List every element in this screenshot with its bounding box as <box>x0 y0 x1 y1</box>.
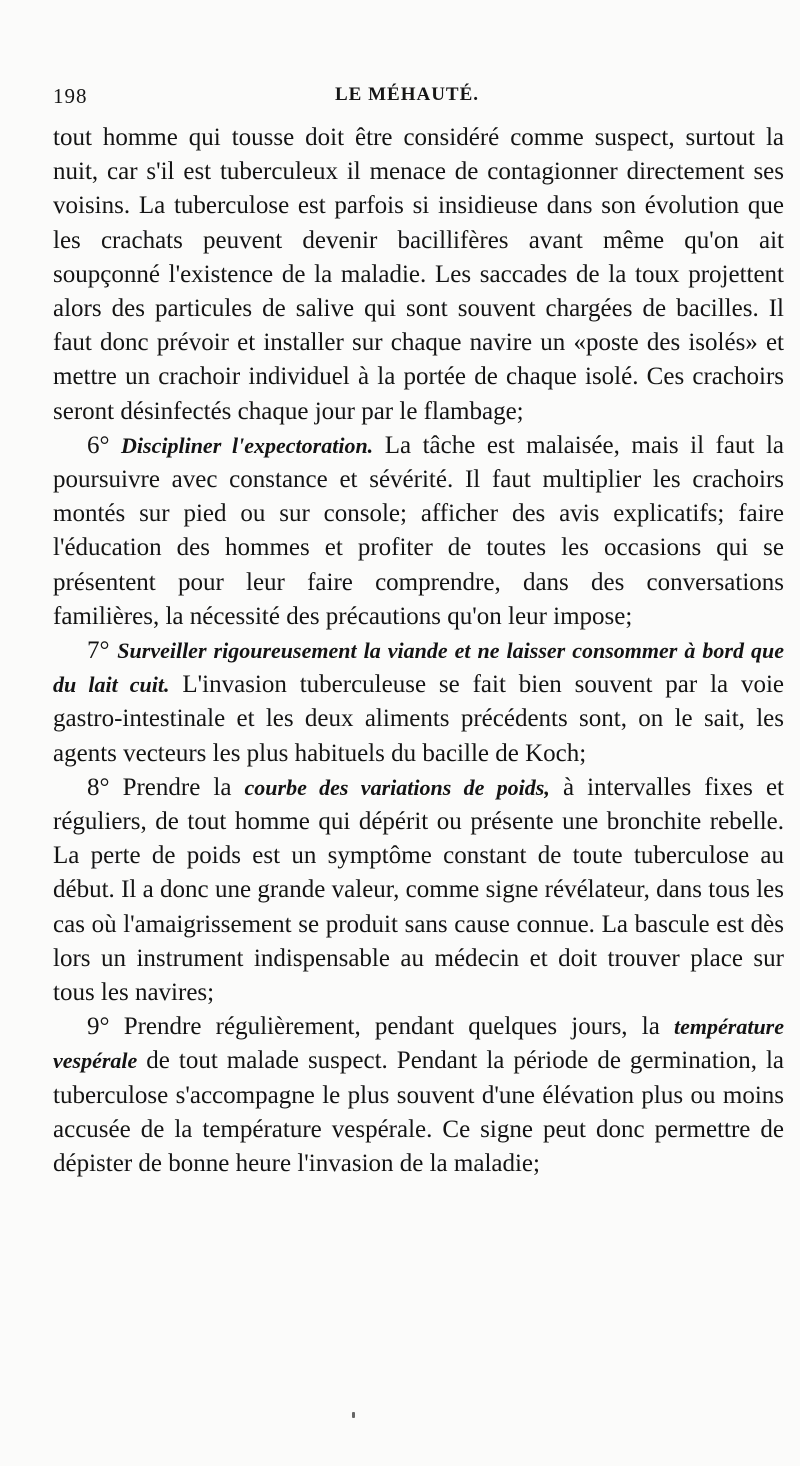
item-number: 7° <box>87 637 110 665</box>
paragraph-item-6 <box>53 429 784 634</box>
item-heading: Discipliner l'expectoration. <box>121 432 374 458</box>
paragraph-item-7 <box>53 634 784 771</box>
item-lead-in: Prendre régulièrement, pendant quelques jours, la <box>123 1013 660 1041</box>
running-head: LE MÉHAUTÉ. <box>335 84 480 105</box>
item-number: 9° <box>87 1013 110 1041</box>
item-number: 8° <box>87 773 110 801</box>
item-heading: courbe des variations de poids, <box>244 774 550 800</box>
item-heading: température vespérale <box>53 1014 785 1074</box>
item-text: L'invasion tuberculeuse se fait bien souvent par la voie gastro-intestinale et les deux aliments précédents sont, on le sait, les agents vecteurs les plus habituels du bacille de Koch; <box>53 671 785 767</box>
item-text: La tâche est malaisée, mais il faut la poursuivre avec constance et sévérité. Il faut multiplier les crachoirs montés sur pied ou sur console; afficher des avis explicatifs; faire l'éducation des hommes et profiter de toutes les occasions qui se présentent pour leur faire comprendre, dans des conversations familières, la nécessité des précautions qu'on leur impose; <box>53 431 784 630</box>
body-text <box>53 121 784 1181</box>
paragraph-item-8 <box>53 771 784 1010</box>
paragraph-isolation: tout homme qui tousse doit être considéré comme suspect, surtout la nuit, car s'il est tuberculeux il menace de contagionner directement ses voisins. La tuberculose est parfois si insidieuse dans son évolution que les crachats peuvent devenir bacillifères avant même qu'on ait soupçonné l'existence de la maladie. Les saccades de la toux projettent alors des particules de salive qui sont souvent chargées de bacilles. Il faut donc prévoir et installer sur chaque navire un «poste des isolés» et mettre un crachoir individuel à la portée de chaque isolé. Ces crachoirs seront désinfectés chaque jour par le flambage; <box>53 124 784 425</box>
ink-speck <box>352 1412 355 1418</box>
paragraph-item-9 <box>53 1010 784 1181</box>
page-number: 198 <box>53 84 88 108</box>
item-number: 6° <box>87 431 110 459</box>
item-lead-in: Prendre la <box>122 773 232 801</box>
page-header <box>53 84 783 114</box>
item-text: à intervalles fixes et réguliers, de tout homme qui dépérit ou présente une bronchite rebelle. La perte de poids est un symptôme constant de toute tuberculose au début. Il a donc une grande valeur, comme signe révélateur, dans tous les cas où l'amaigrissement se produit sans cause connue. La bascule est dès lors un instrument indispensable au médecin et doit trouver place sur tous les navires; <box>53 773 785 1007</box>
item-heading: Surveiller rigoureusement la viande et ne laisser consommer à bord que du lait cuit. <box>53 638 784 698</box>
item-text: de tout malade suspect. Pendant la période de germination, la tuberculose s'accompagne le plus souvent d'une élévation plus ou moins accusée de la température vespérale. Ce signe peut donc permettre de dépister de bonne heure l'invasion de la maladie; <box>53 1047 784 1178</box>
